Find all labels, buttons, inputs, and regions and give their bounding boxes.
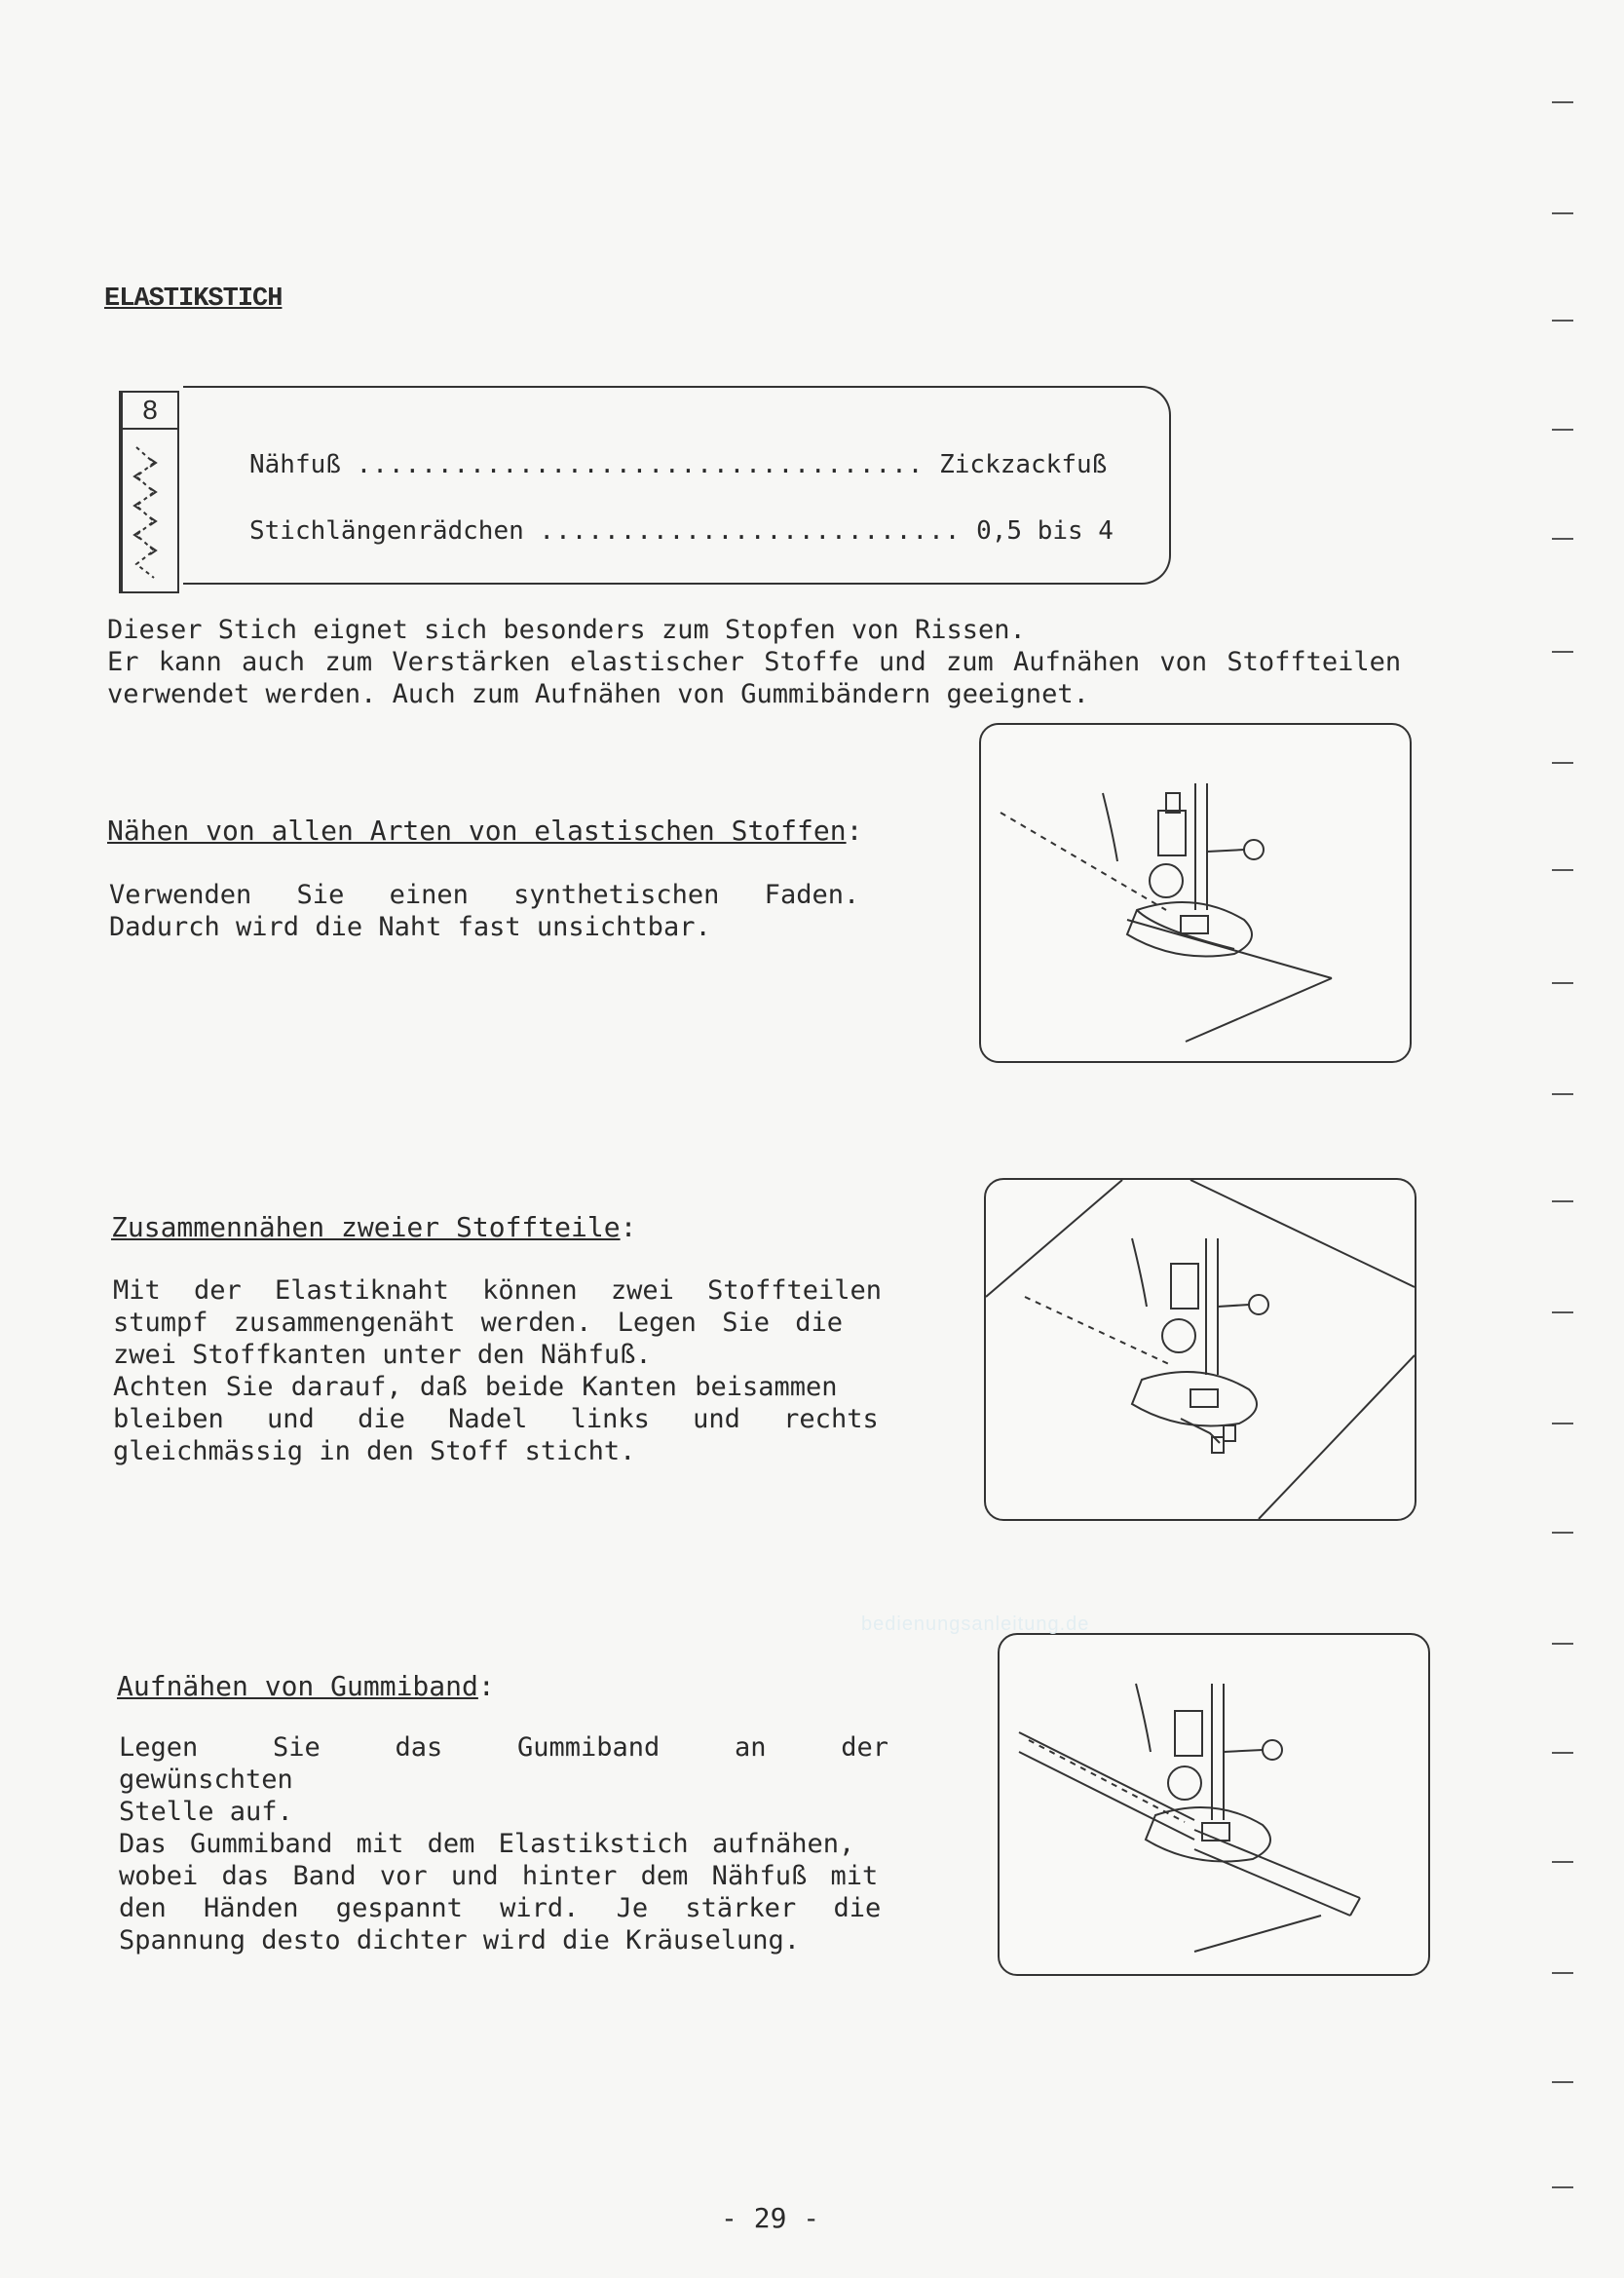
- text-line: Achten Sie darauf, daß beide Kanten beisammen: [113, 1372, 838, 1402]
- text-line: Mit der Elastiknaht können zwei Stoffteilen: [113, 1275, 882, 1306]
- setting-leader: ...................................: [356, 450, 925, 479]
- page-title: ELASTIKSTICH: [104, 285, 283, 314]
- page-number: - 29 -: [721, 2202, 820, 2234]
- setting-row-presser-foot: [249, 450, 1107, 479]
- setting-row-stitch-length: [249, 516, 1114, 546]
- text-line: den Händen gespannt wird. Je stärker die: [119, 1893, 882, 1923]
- section-heading: Nähen von allen Arten von elastischen Stoffen:: [107, 815, 863, 847]
- intro-paragraph: [107, 614, 1471, 710]
- setting-value: Zickzackfuß: [939, 450, 1108, 479]
- settings-box: [183, 386, 1171, 585]
- text-line: gleichmässig in den Stoff sticht.: [113, 1436, 636, 1466]
- section-text: [119, 1731, 888, 1956]
- setting-label: Nähfuß: [249, 450, 341, 479]
- text-line: Verwenden Sie einen synthetischen Faden.: [109, 880, 860, 910]
- section-heading: Zusammennähen zweier Stoffteile:: [111, 1211, 637, 1243]
- text-line: Dadurch wird die Naht fast unsichtbar.: [109, 912, 711, 942]
- watermark: bedienungsanleitung.de: [861, 1614, 1090, 1635]
- section-text: [109, 879, 879, 943]
- elastic-stitch-icon: [131, 439, 170, 586]
- sewing-foot-illustration: [984, 1178, 1416, 1521]
- stitch-number: 8: [123, 393, 177, 430]
- sewing-foot-illustration: [998, 1633, 1430, 1976]
- intro-line: Er kann auch zum Verstärken elastischer Stoffe und zum Aufnähen von Stoffteilen: [107, 647, 1402, 677]
- text-line: Stelle auf.: [119, 1797, 293, 1827]
- setting-leader: ..........................: [539, 516, 962, 546]
- text-line: bleiben und die Nadel links und rechts: [113, 1404, 879, 1434]
- section-heading: Aufnähen von Gummiband:: [117, 1670, 495, 1702]
- text-line: stumpf zusammengenäht werden. Legen Sie die: [113, 1308, 843, 1338]
- intro-line: verwendet werden. Auch zum Aufnähen von Gummibändern geeignet.: [107, 679, 1089, 709]
- setting-label: Stichlängenrädchen: [249, 516, 524, 546]
- text-line: zwei Stoffkanten unter den Nähfuß.: [113, 1340, 652, 1370]
- stitch-badge: [119, 391, 179, 593]
- text-line: Das Gummiband mit dem Elastikstich aufnähen,: [119, 1829, 855, 1859]
- intro-line: Dieser Stich eignet sich besonders zum Stopfen von Rissen.: [107, 615, 1026, 645]
- section-text: [113, 1274, 883, 1467]
- text-line: wobei das Band vor und hinter dem Nähfuß mit: [119, 1861, 879, 1891]
- setting-value: 0,5 bis 4: [976, 516, 1114, 546]
- text-line: Legen Sie das Gummiband an der gewünschten: [119, 1732, 888, 1795]
- text-line: Spannung desto dichter wird die Kräuselung.: [119, 1925, 800, 1955]
- sewing-foot-illustration: [979, 723, 1412, 1063]
